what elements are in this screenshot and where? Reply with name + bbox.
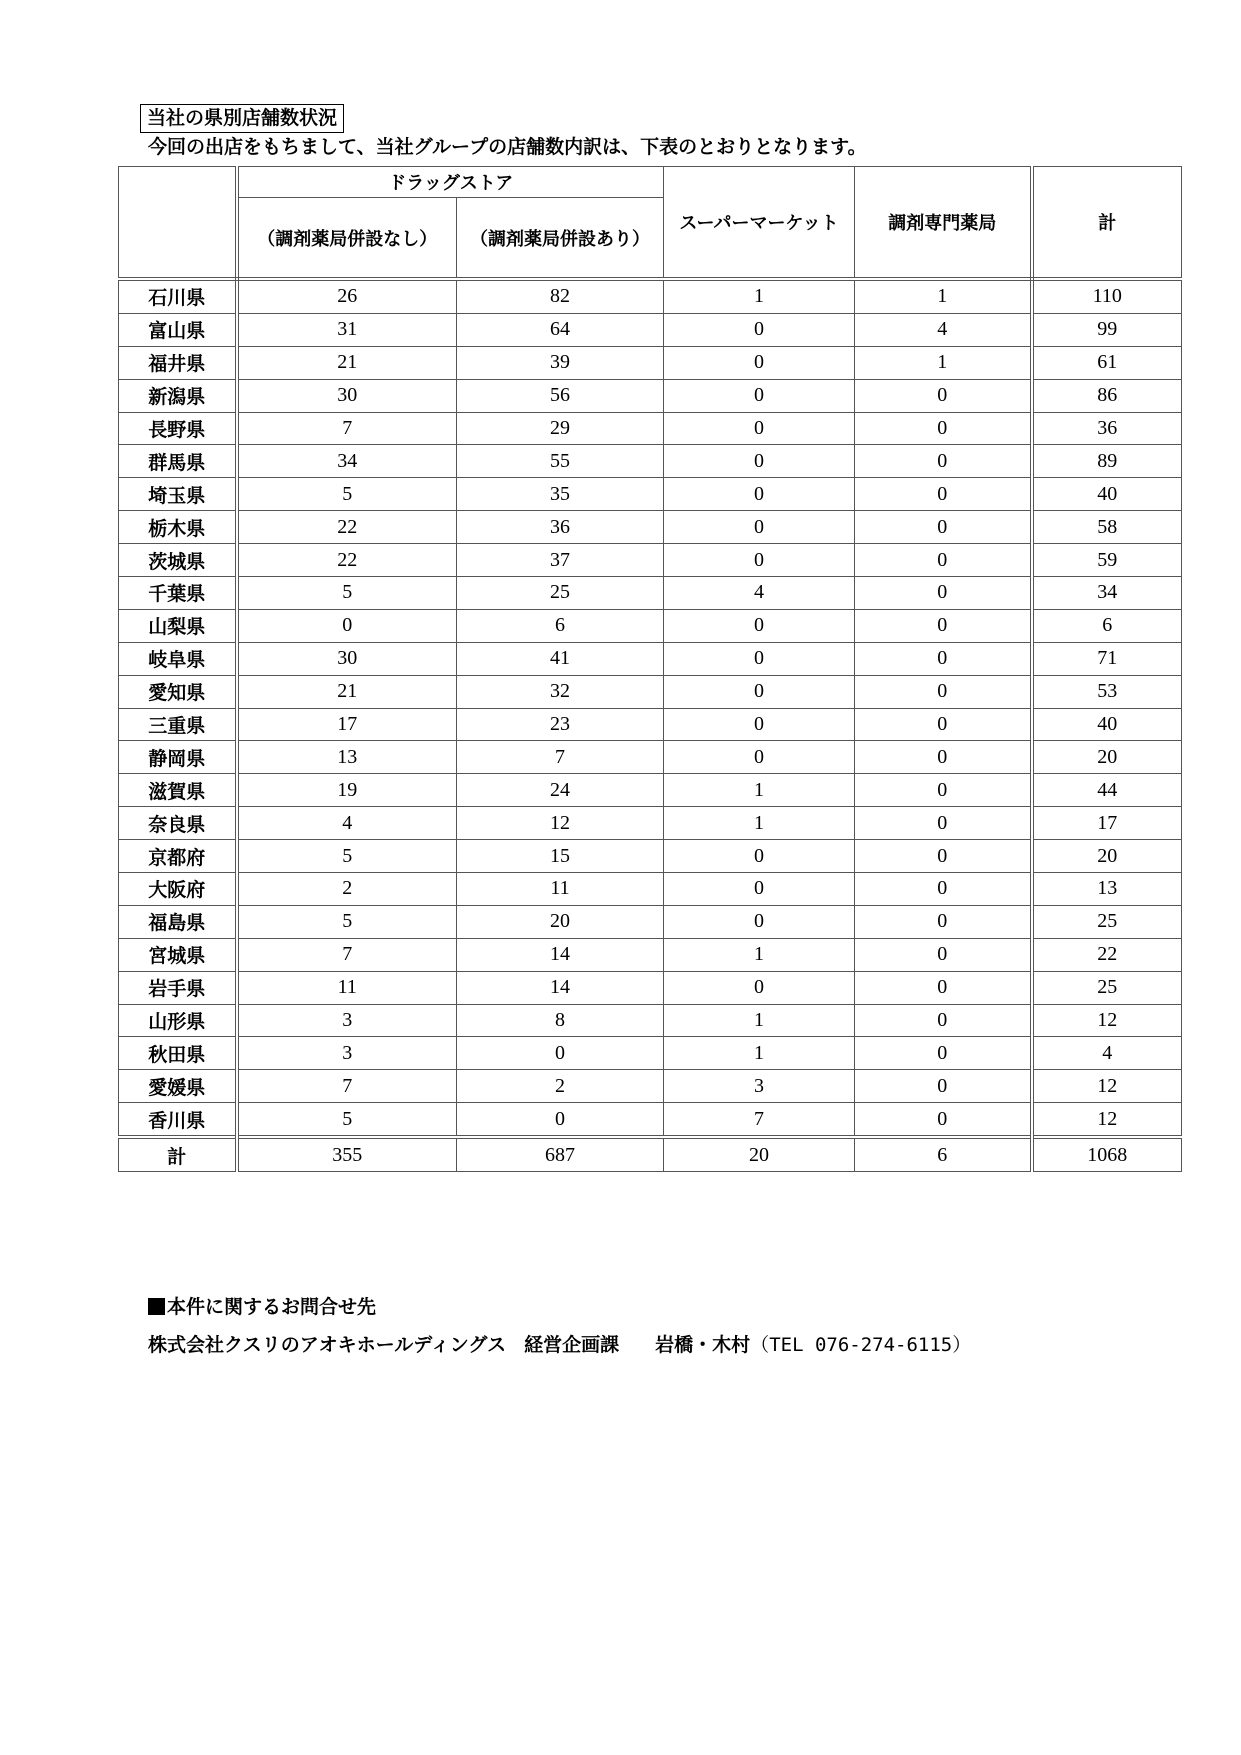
- row-total: 12: [1032, 1070, 1182, 1103]
- row-dispensing: 0: [855, 938, 1032, 971]
- row-total: 36: [1032, 412, 1182, 445]
- row-supermarket: 1: [664, 938, 855, 971]
- row-dispensing: 0: [855, 708, 1032, 741]
- table-row: [119, 840, 1182, 873]
- table-row: [119, 675, 1182, 708]
- total-row: [119, 1137, 1182, 1172]
- row-with-pharmacy: 8: [457, 1004, 664, 1037]
- row-no-pharmacy: 26: [237, 279, 457, 313]
- row-dispensing: 0: [855, 873, 1032, 906]
- row-no-pharmacy: 2: [237, 873, 457, 906]
- table-row: [119, 1037, 1182, 1070]
- header-no-pharmacy: （調剤薬局併設なし）: [237, 198, 457, 280]
- table-row: [119, 511, 1182, 544]
- row-dispensing: 0: [855, 971, 1032, 1004]
- table-row: [119, 544, 1182, 577]
- row-dispensing: 1: [855, 279, 1032, 313]
- row-supermarket: 0: [664, 544, 855, 577]
- row-prefecture: 山形県: [119, 1004, 237, 1037]
- header-total: 計: [1032, 167, 1182, 280]
- row-prefecture: 香川県: [119, 1103, 237, 1137]
- row-prefecture: 千葉県: [119, 577, 237, 610]
- row-dispensing: 0: [855, 1103, 1032, 1137]
- row-prefecture: 長野県: [119, 412, 237, 445]
- row-prefecture: 福井県: [119, 346, 237, 379]
- row-prefecture: 秋田県: [119, 1037, 237, 1070]
- row-supermarket: 0: [664, 642, 855, 675]
- row-no-pharmacy: 3: [237, 1037, 457, 1070]
- row-no-pharmacy: 22: [237, 511, 457, 544]
- row-supermarket: 4: [664, 577, 855, 610]
- table-body: [119, 279, 1182, 1137]
- row-prefecture: 静岡県: [119, 741, 237, 774]
- table-row: [119, 445, 1182, 478]
- row-no-pharmacy: 19: [237, 774, 457, 807]
- row-supermarket: 0: [664, 840, 855, 873]
- row-total: 99: [1032, 313, 1182, 346]
- row-total: 34: [1032, 577, 1182, 610]
- table-row: [119, 412, 1182, 445]
- row-with-pharmacy: 12: [457, 807, 664, 840]
- row-supermarket: 3: [664, 1070, 855, 1103]
- row-total: 12: [1032, 1004, 1182, 1037]
- row-total: 20: [1032, 840, 1182, 873]
- row-no-pharmacy: 7: [237, 1070, 457, 1103]
- header-with-pharmacy: （調剤薬局併設あり）: [457, 198, 664, 280]
- row-with-pharmacy: 11: [457, 873, 664, 906]
- row-no-pharmacy: 31: [237, 313, 457, 346]
- table-row: [119, 478, 1182, 511]
- row-no-pharmacy: 30: [237, 379, 457, 412]
- row-supermarket: 0: [664, 412, 855, 445]
- row-no-pharmacy: 5: [237, 478, 457, 511]
- row-dispensing: 0: [855, 609, 1032, 642]
- row-no-pharmacy: 5: [237, 1103, 457, 1137]
- row-prefecture: 岐阜県: [119, 642, 237, 675]
- total-dispensing: 6: [855, 1137, 1032, 1172]
- row-with-pharmacy: 56: [457, 379, 664, 412]
- total-label: 計: [119, 1137, 237, 1172]
- row-dispensing: 0: [855, 642, 1032, 675]
- row-dispensing: 0: [855, 1037, 1032, 1070]
- total-no-pharmacy: 355: [237, 1137, 457, 1172]
- table-row: [119, 609, 1182, 642]
- row-with-pharmacy: 36: [457, 511, 664, 544]
- row-dispensing: 0: [855, 511, 1032, 544]
- row-dispensing: 0: [855, 1004, 1032, 1037]
- row-no-pharmacy: 0: [237, 609, 457, 642]
- row-dispensing: 0: [855, 412, 1032, 445]
- row-with-pharmacy: 55: [457, 445, 664, 478]
- table-row: [119, 346, 1182, 379]
- row-supermarket: 0: [664, 708, 855, 741]
- row-dispensing: 0: [855, 379, 1032, 412]
- row-supermarket: 0: [664, 313, 855, 346]
- row-total: 58: [1032, 511, 1182, 544]
- row-prefecture: 三重県: [119, 708, 237, 741]
- row-total: 59: [1032, 544, 1182, 577]
- row-dispensing: 0: [855, 807, 1032, 840]
- row-supermarket: 0: [664, 609, 855, 642]
- row-no-pharmacy: 13: [237, 741, 457, 774]
- row-supermarket: 1: [664, 1004, 855, 1037]
- table-row: [119, 938, 1182, 971]
- total-with-pharmacy: 687: [457, 1137, 664, 1172]
- row-dispensing: 0: [855, 905, 1032, 938]
- row-supermarket: 1: [664, 774, 855, 807]
- row-total: 40: [1032, 708, 1182, 741]
- row-with-pharmacy: 35: [457, 478, 664, 511]
- row-total: 71: [1032, 642, 1182, 675]
- page-title: 当社の県別店舗数状況: [140, 104, 344, 133]
- row-dispensing: 4: [855, 313, 1032, 346]
- header-dispensing: 調剤専門薬局: [855, 167, 1032, 280]
- row-no-pharmacy: 34: [237, 445, 457, 478]
- contact-people: 岩橋・木村: [655, 1334, 751, 1356]
- table-row: [119, 971, 1182, 1004]
- table-row: [119, 807, 1182, 840]
- row-dispensing: 1: [855, 346, 1032, 379]
- row-prefecture: 愛知県: [119, 675, 237, 708]
- row-total: 61: [1032, 346, 1182, 379]
- table-row: [119, 1103, 1182, 1137]
- row-total: 89: [1032, 445, 1182, 478]
- row-dispensing: 0: [855, 774, 1032, 807]
- row-prefecture: 茨城県: [119, 544, 237, 577]
- table-row: [119, 774, 1182, 807]
- row-with-pharmacy: 32: [457, 675, 664, 708]
- row-total: 40: [1032, 478, 1182, 511]
- row-supermarket: 0: [664, 741, 855, 774]
- row-dispensing: 0: [855, 1070, 1032, 1103]
- row-prefecture: 石川県: [119, 279, 237, 313]
- row-no-pharmacy: 30: [237, 642, 457, 675]
- table-row: [119, 1004, 1182, 1037]
- table-row: [119, 708, 1182, 741]
- row-prefecture: 大阪府: [119, 873, 237, 906]
- row-supermarket: 0: [664, 346, 855, 379]
- row-supermarket: 0: [664, 478, 855, 511]
- row-total: 25: [1032, 971, 1182, 1004]
- row-with-pharmacy: 39: [457, 346, 664, 379]
- row-total: 110: [1032, 279, 1182, 313]
- row-no-pharmacy: 21: [237, 346, 457, 379]
- row-supermarket: 7: [664, 1103, 855, 1137]
- row-supermarket: 0: [664, 905, 855, 938]
- row-total: 6: [1032, 609, 1182, 642]
- row-prefecture: 宮城県: [119, 938, 237, 971]
- row-with-pharmacy: 82: [457, 279, 664, 313]
- row-with-pharmacy: 20: [457, 905, 664, 938]
- contact-tel: （TEL 076-274-6115）: [750, 1334, 972, 1356]
- row-prefecture: 群馬県: [119, 445, 237, 478]
- row-supermarket: 0: [664, 445, 855, 478]
- row-supermarket: 0: [664, 675, 855, 708]
- row-prefecture: 愛媛県: [119, 1070, 237, 1103]
- row-dispensing: 0: [855, 577, 1032, 610]
- row-prefecture: 富山県: [119, 313, 237, 346]
- table-row: [119, 1070, 1182, 1103]
- table-row: [119, 905, 1182, 938]
- row-no-pharmacy: 21: [237, 675, 457, 708]
- total-supermarket: 20: [664, 1137, 855, 1172]
- row-total: 13: [1032, 873, 1182, 906]
- contact-line: [148, 1332, 971, 1358]
- row-with-pharmacy: 7: [457, 741, 664, 774]
- table-row: [119, 279, 1182, 313]
- row-total: 17: [1032, 807, 1182, 840]
- header-pref-blank: [119, 167, 237, 280]
- row-supermarket: 1: [664, 807, 855, 840]
- row-no-pharmacy: 7: [237, 412, 457, 445]
- header-row-1: [119, 167, 1182, 198]
- contact-company: 株式会社クスリのアオキホールディングス: [148, 1334, 507, 1356]
- row-prefecture: 山梨県: [119, 609, 237, 642]
- row-dispensing: 0: [855, 478, 1032, 511]
- row-no-pharmacy: 17: [237, 708, 457, 741]
- row-with-pharmacy: 14: [457, 971, 664, 1004]
- row-dispensing: 0: [855, 544, 1032, 577]
- row-no-pharmacy: 4: [237, 807, 457, 840]
- row-with-pharmacy: 23: [457, 708, 664, 741]
- row-with-pharmacy: 0: [457, 1103, 664, 1137]
- row-supermarket: 1: [664, 279, 855, 313]
- header-drugstore: ドラッグストア: [237, 167, 664, 198]
- row-dispensing: 0: [855, 840, 1032, 873]
- row-with-pharmacy: 2: [457, 1070, 664, 1103]
- row-total: 86: [1032, 379, 1182, 412]
- row-with-pharmacy: 6: [457, 609, 664, 642]
- row-no-pharmacy: 5: [237, 840, 457, 873]
- header-supermarket: スーパーマーケット: [664, 167, 855, 280]
- row-with-pharmacy: 41: [457, 642, 664, 675]
- table-row: [119, 642, 1182, 675]
- row-total: 12: [1032, 1103, 1182, 1137]
- row-prefecture: 福島県: [119, 905, 237, 938]
- contact-dept: 経営企画課: [524, 1334, 620, 1356]
- row-with-pharmacy: 0: [457, 1037, 664, 1070]
- row-prefecture: 奈良県: [119, 807, 237, 840]
- row-with-pharmacy: 14: [457, 938, 664, 971]
- row-total: 22: [1032, 938, 1182, 971]
- row-no-pharmacy: 22: [237, 544, 457, 577]
- row-prefecture: 新潟県: [119, 379, 237, 412]
- row-dispensing: 0: [855, 741, 1032, 774]
- contact-heading: [148, 1294, 376, 1320]
- row-no-pharmacy: 11: [237, 971, 457, 1004]
- row-prefecture: 岩手県: [119, 971, 237, 1004]
- row-total: 20: [1032, 741, 1182, 774]
- contact-heading-text: 本件に関するお問合せ先: [167, 1296, 377, 1318]
- row-with-pharmacy: 24: [457, 774, 664, 807]
- table-row: [119, 741, 1182, 774]
- row-with-pharmacy: 15: [457, 840, 664, 873]
- row-total: 4: [1032, 1037, 1182, 1070]
- row-prefecture: 埼玉県: [119, 478, 237, 511]
- row-prefecture: 滋賀県: [119, 774, 237, 807]
- total-grand: 1068: [1032, 1137, 1182, 1172]
- row-no-pharmacy: 7: [237, 938, 457, 971]
- table-row: [119, 577, 1182, 610]
- row-no-pharmacy: 5: [237, 905, 457, 938]
- table-row: [119, 313, 1182, 346]
- row-dispensing: 0: [855, 675, 1032, 708]
- row-total: 53: [1032, 675, 1182, 708]
- row-no-pharmacy: 3: [237, 1004, 457, 1037]
- row-prefecture: 京都府: [119, 840, 237, 873]
- row-supermarket: 1: [664, 1037, 855, 1070]
- table-row: [119, 379, 1182, 412]
- row-supermarket: 0: [664, 873, 855, 906]
- row-prefecture: 栃木県: [119, 511, 237, 544]
- row-with-pharmacy: 25: [457, 577, 664, 610]
- store-count-table: [118, 166, 1182, 1172]
- row-total: 25: [1032, 905, 1182, 938]
- row-total: 44: [1032, 774, 1182, 807]
- row-supermarket: 0: [664, 971, 855, 1004]
- row-supermarket: 0: [664, 511, 855, 544]
- intro-text: 今回の出店をもちまして、当社グループの店舗数内訳は、下表のとおりとなります。: [148, 136, 867, 158]
- row-dispensing: 0: [855, 445, 1032, 478]
- square-bullet-icon: [148, 1298, 165, 1315]
- row-with-pharmacy: 29: [457, 412, 664, 445]
- row-supermarket: 0: [664, 379, 855, 412]
- table-row: [119, 873, 1182, 906]
- row-with-pharmacy: 64: [457, 313, 664, 346]
- row-no-pharmacy: 5: [237, 577, 457, 610]
- row-with-pharmacy: 37: [457, 544, 664, 577]
